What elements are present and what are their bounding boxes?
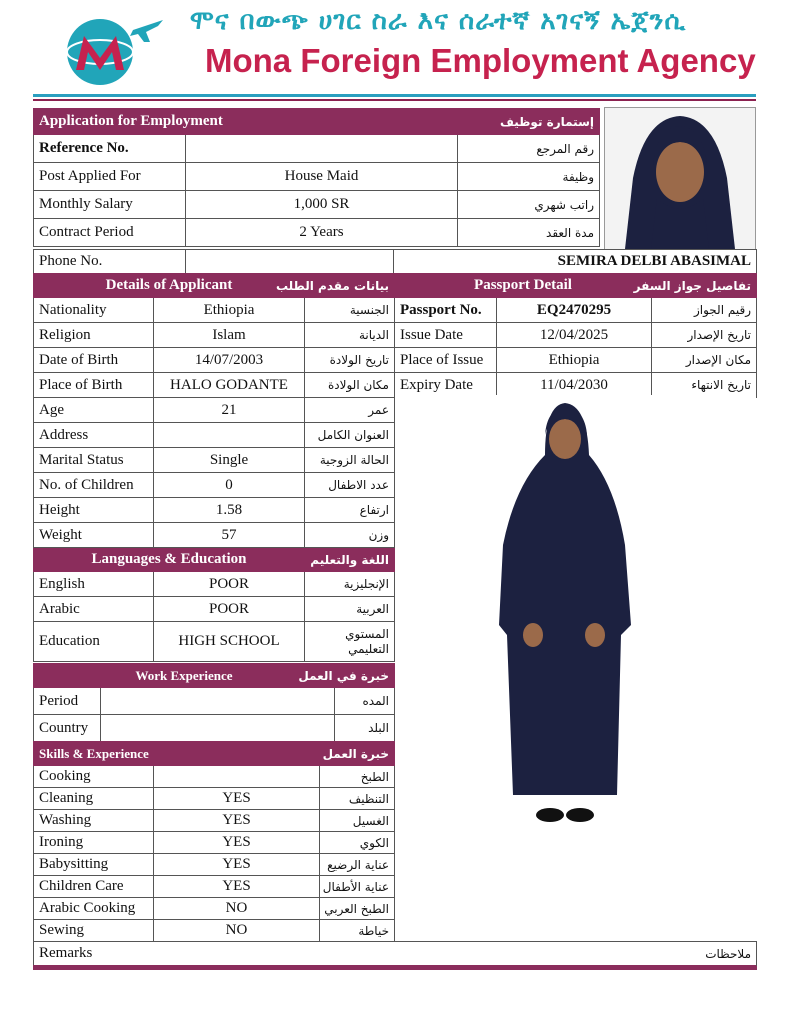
table-row <box>34 622 395 662</box>
cooking-label: Cooking <box>34 766 154 788</box>
table-row <box>34 163 600 191</box>
table-row <box>34 898 395 920</box>
table-row <box>34 810 395 832</box>
english-label-ar: الإنجليزية <box>305 572 395 597</box>
marital-label: Marital Status <box>34 448 154 473</box>
sewing-label: Sewing <box>34 920 154 942</box>
babysitting-label: Babysitting <box>34 854 154 876</box>
table-row <box>395 323 757 348</box>
washing-label: Washing <box>34 810 154 832</box>
marital-value: Single <box>154 448 305 473</box>
header-divider <box>33 94 756 97</box>
skills-table <box>33 741 395 942</box>
passport-title-ar: تفاصيل جواز السفر <box>652 274 757 298</box>
post-value: House Maid <box>186 163 458 191</box>
table-row <box>395 373 757 398</box>
marital-label-ar: الحالة الزوجية <box>305 448 395 473</box>
table-row <box>34 523 395 548</box>
globe-airplane-logo <box>38 12 168 92</box>
arabic-cooking-label-ar: الطبخ العربي <box>320 898 395 920</box>
arabic-cooking-value: NO <box>154 898 320 920</box>
languages-title-ar: اللغة والتعليم <box>305 548 395 572</box>
ironing-value: YES <box>154 832 320 854</box>
dob-label-ar: تاريخ الولادة <box>305 348 395 373</box>
applicant-full-body-photo <box>395 395 756 945</box>
english-label: English <box>34 572 154 597</box>
details-header <box>34 274 395 298</box>
pob-label: Place of Birth <box>34 373 154 398</box>
application-title-en: Application for Employment <box>34 109 458 135</box>
arabic-label: Arabic <box>34 597 154 622</box>
cooking-label-ar: الطبخ <box>320 766 395 788</box>
country-label: Country <box>34 715 101 742</box>
skills-title-ar: خبرة العمل <box>320 742 395 766</box>
issue-date-label: Issue Date <box>395 323 497 348</box>
address-label: Address <box>34 423 154 448</box>
remarks-label: Remarks <box>34 942 395 968</box>
details-table <box>33 273 395 662</box>
details-title-en: Details of Applicant <box>34 274 305 298</box>
children-value: 0 <box>154 473 305 498</box>
remarks-label-ar: ملاحظات <box>395 942 757 968</box>
table-row <box>34 323 395 348</box>
children-care-label: Children Care <box>34 876 154 898</box>
table-row <box>34 715 395 742</box>
reference-label-ar: رقم المرجع <box>458 135 600 163</box>
work-experience-table <box>33 663 395 742</box>
table-row <box>34 832 395 854</box>
work-title-ar: خبرة في العمل <box>335 664 395 688</box>
washing-value: YES <box>154 810 320 832</box>
education-label-ar: المستوي التعليمي <box>305 622 395 662</box>
table-row <box>34 788 395 810</box>
table-row <box>34 448 395 473</box>
arabic-cooking-label: Arabic Cooking <box>34 898 154 920</box>
contract-label: Contract Period <box>34 219 186 247</box>
period-label-ar: المده <box>335 688 395 715</box>
sewing-value: NO <box>154 920 320 942</box>
table-row <box>34 688 395 715</box>
babysitting-value: YES <box>154 854 320 876</box>
place-of-issue-value: Ethiopia <box>497 348 652 373</box>
languages-header <box>34 548 395 572</box>
washing-label-ar: الغسيل <box>320 810 395 832</box>
skills-header <box>34 742 395 766</box>
phone-name-row <box>33 249 757 274</box>
expiry-date-value: 11/04/2030 <box>497 373 652 398</box>
applicant-name: SEMIRA DELBI ABASIMAL <box>394 250 757 274</box>
age-label-ar: عمر <box>305 398 395 423</box>
age-label: Age <box>34 398 154 423</box>
table-row <box>34 473 395 498</box>
passport-header <box>395 274 757 298</box>
nationality-label: Nationality <box>34 298 154 323</box>
table-row <box>395 348 757 373</box>
table-row <box>34 348 395 373</box>
arabic-label-ar: العربية <box>305 597 395 622</box>
arabic-value: POOR <box>154 597 305 622</box>
period-value <box>101 688 335 715</box>
dob-label: Date of Birth <box>34 348 154 373</box>
issue-date-label-ar: تاريخ الإصدار <box>652 323 757 348</box>
reference-label: Reference No. <box>34 135 186 163</box>
children-care-label-ar: عناية الأطفال <box>320 876 395 898</box>
weight-label-ar: وزن <box>305 523 395 548</box>
table-row <box>34 766 395 788</box>
table-row <box>34 876 395 898</box>
passport-table <box>394 273 757 398</box>
bottom-border <box>33 965 756 969</box>
agency-name: Mona Foreign Employment Agency <box>205 42 756 79</box>
weight-label: Weight <box>34 523 154 548</box>
post-label: Post Applied For <box>34 163 186 191</box>
place-of-issue-label-ar: مكان الإصدار <box>652 348 757 373</box>
table-row <box>34 423 395 448</box>
cooking-value <box>154 766 320 788</box>
english-value: POOR <box>154 572 305 597</box>
children-label: No. of Children <box>34 473 154 498</box>
salary-label: Monthly Salary <box>34 191 186 219</box>
phone-value <box>186 250 394 274</box>
languages-title-en: Languages & Education <box>34 548 305 572</box>
age-value: 21 <box>154 398 305 423</box>
religion-label: Religion <box>34 323 154 348</box>
sewing-label-ar: خياطة <box>320 920 395 942</box>
height-label-ar: ارتفاع <box>305 498 395 523</box>
country-value <box>101 715 335 742</box>
salary-label-ar: راتب شهري <box>458 191 600 219</box>
religion-value: Islam <box>154 323 305 348</box>
issue-date-value: 12/04/2025 <box>497 323 652 348</box>
letterhead <box>0 0 791 100</box>
cleaning-value: YES <box>154 788 320 810</box>
table-row <box>34 373 395 398</box>
babysitting-label-ar: عناية الرضيع <box>320 854 395 876</box>
table-row <box>34 135 600 163</box>
applicant-portrait-photo <box>604 107 756 250</box>
passport-title-en: Passport Detail <box>395 274 652 298</box>
address-value <box>154 423 305 448</box>
contract-value: 2 Years <box>186 219 458 247</box>
amharic-agency-title: ሞና በውጭ ሀገር ስራ እና ሰራተኛ አገናኝ ኤጀንሲ <box>190 6 687 36</box>
table-row <box>34 298 395 323</box>
passport-no-value: EQ2470295 <box>497 298 652 323</box>
height-label: Height <box>34 498 154 523</box>
height-value: 1.58 <box>154 498 305 523</box>
education-label: Education <box>34 622 154 662</box>
expiry-date-label: Expiry Date <box>395 373 497 398</box>
work-header <box>34 664 395 688</box>
nationality-label-ar: الجنسية <box>305 298 395 323</box>
ironing-label: Ironing <box>34 832 154 854</box>
children-care-value: YES <box>154 876 320 898</box>
table-row <box>34 854 395 876</box>
place-of-issue-label: Place of Issue <box>395 348 497 373</box>
children-label-ar: عدد الاطفال <box>305 473 395 498</box>
passport-no-label: Passport No. <box>395 298 497 323</box>
table-row <box>34 219 600 247</box>
education-value: HIGH SCHOOL <box>154 622 305 662</box>
country-label-ar: البلد <box>335 715 395 742</box>
contract-label-ar: مدة العقد <box>458 219 600 247</box>
table-row <box>34 191 600 219</box>
header-divider <box>33 99 756 101</box>
weight-value: 57 <box>154 523 305 548</box>
period-label: Period <box>34 688 101 715</box>
table-row <box>34 920 395 942</box>
reference-value <box>186 135 458 163</box>
pob-label-ar: مكان الولادة <box>305 373 395 398</box>
application-title-ar: إستمارة توظيف <box>458 109 600 135</box>
post-label-ar: وظيفة <box>458 163 600 191</box>
address-label-ar: العنوان الكامل <box>305 423 395 448</box>
cleaning-label-ar: التنظيف <box>320 788 395 810</box>
phone-label: Phone No. <box>34 250 186 274</box>
pob-value: HALO GODANTE <box>154 373 305 398</box>
application-table <box>33 108 600 247</box>
work-title-en: Work Experience <box>34 664 335 688</box>
table-row <box>395 298 757 323</box>
nationality-value: Ethiopia <box>154 298 305 323</box>
table-row <box>34 398 395 423</box>
application-header <box>34 109 600 135</box>
salary-value: 1,000 SR <box>186 191 458 219</box>
table-row <box>34 572 395 597</box>
skills-title-en: Skills & Experience <box>34 742 320 766</box>
cleaning-label: Cleaning <box>34 788 154 810</box>
dob-value: 14/07/2003 <box>154 348 305 373</box>
expiry-date-label-ar: تاريخ الانتهاء <box>652 373 757 398</box>
ironing-label-ar: الكوي <box>320 832 395 854</box>
table-row <box>34 597 395 622</box>
table-row <box>34 498 395 523</box>
passport-no-label-ar: رقيم الجواز <box>652 298 757 323</box>
religion-label-ar: الديانة <box>305 323 395 348</box>
details-title-ar: بيانات مقدم الطلب <box>305 274 395 298</box>
